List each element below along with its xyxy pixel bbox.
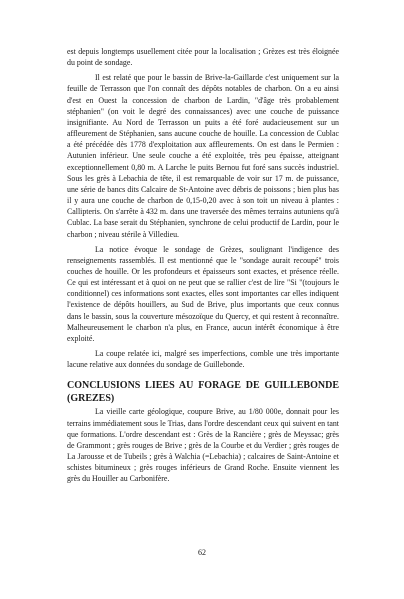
page-number: 62	[198, 548, 206, 557]
page-body	[67, 46, 339, 484]
paragraph-continuation: est depuis longtemps usuellement citée pour la localisation ; Grèzes est très éloignée du point de sondage.	[67, 47, 339, 68]
paragraph-notice-grezes: La notice évoque le sondage de Grèzes, soulignant l'indigence des renseignements rassemblés. Il est mentionné que le "sondage aurait recoupé" trois couches de houille. Or les profondeurs et épaisseurs sont exactes, et présence réelle. Ce qui est intéressant et à quoi on ne peut que se rallier c'est de lire "Si "(toujours le conditionnel) ces informations sont exactes, elles sont importantes car elles indiquent l'existence de dépôts houillers, au Sud de Brive, plus importants que ceux connus dans le bassin, sous la couverture mésozoïque du Quercy, et qui restent à reconnaître. Malheureusement le charbon n'a plus, en France, aucun intérêt économique à être exploité.	[67, 244, 339, 343]
paragraph-coupe: La coupe relatée ici, malgré ses imperfections, comble une très importante lacune relative aux données du sondage de Guillebonde.	[67, 349, 339, 370]
paragraph-brive-basin: Il est relaté que pour le bassin de Brive-la-Gaillarde c'est uniquement sur la feuille de Terrasson que l'on connaît des dépôts notables de charbon. On a eu ainsi d'est en Ouest la concession de charbon de Lardin, "d'âge très probablement stéphanien" (on voit le degré des connaissances) avec une couche de puissance insignifiante. Au Nord de Terrasson un puits a été foré audacieusement sur un affleurement de Stéphanien, sans aucune couche de houille. La concession de Cublac a été précédée dès 1778 d'exploitation aux affleurements. On est dans le Permien : Autunien inférieur. Une seule couche a été exploitée, très peu épaisse, atteignant exceptionnellement 0,80 m. A Larche le puits Bernou fut foré sans succès industriel. Sous les grès à Lebachia de tête, il est remarquable de voir sur 17 m. de puissance, une série de bancs dits Calcaire de St-Antoine avec débris de poissons ; bien plus bas il y aura une couche de charbon de 0,15-0,20 avec à son toit un niveau à plantes : Callipteris. On s'arrête à 432 m. dans une traversée des mêmes terrains autuniens qu'à Cublac. La base serait du Stéphanien, synchrone de celui productif de Lardin, pour le charbon ; niveau stérile à Villedieu.	[67, 73, 339, 239]
paragraph-carte-geologique: La vieille carte géologique, coupure Brive, au 1/80 000e, donnait pour les terrains immédiatement sous le Trias, dans l'ordre descendant ceux qui suivent en tant que formations. L'ordre descendant est : Grès de la Rancière ; grès de Meyssac; grès de Grammont ; grès rouges de Brive ; grès de la Courbe et du Verdier ; grès rouges de La Jarousse et de Tubeils ; grès à Walchia (=Lebachia) ; calcaires de Saint-Antoine et schistes bitumineux ; grès rouges inférieurs de Grand Roche. Ensuite viennent les grès du Houiller au Carbonifère.	[67, 407, 339, 484]
section-heading-line1: CONCLUSIONS LIEES AU FORAGE DE GUILLEBONDE	[67, 380, 339, 392]
section-heading-line2: (GREZES)	[67, 393, 115, 405]
